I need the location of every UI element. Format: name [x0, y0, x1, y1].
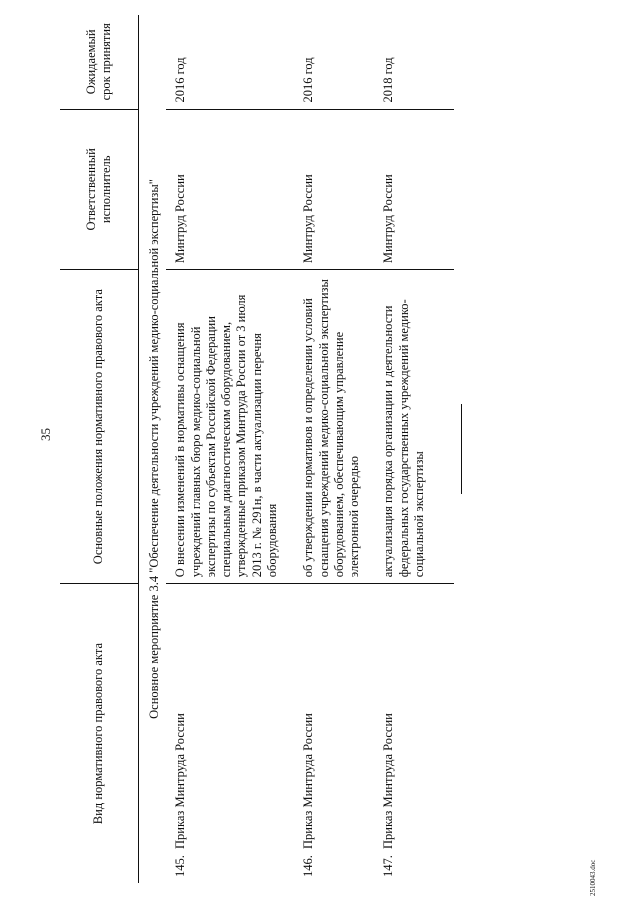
act-type: Приказ Минтруда России — [173, 713, 188, 849]
act-type-cell — [374, 584, 454, 883]
executor-cell: Минтруд России — [294, 109, 374, 270]
table-row — [294, 15, 374, 883]
normative-acts-table — [60, 15, 454, 883]
header-term: Ожидаемый срок принятия — [60, 15, 139, 109]
page-number: 35 — [38, 428, 53, 441]
term-cell: 2016 год — [166, 15, 294, 109]
header-executor: Ответственный исполнитель — [60, 109, 139, 270]
act-type-cell — [294, 584, 374, 883]
rotated-table-container — [60, 15, 620, 883]
act-type-cell — [166, 584, 294, 883]
provisions-cell: О внесении изменений в нормативы оснащения учреждений главных бюро медико-социальной экспертизы по субъектам Российской Федерации специальным диагностическим оборудованием, утвержденные приказом Минтруда России от 3 июля 2013 г. № 291н, в части актуализации перечня оборудования — [166, 270, 294, 584]
row-number: 146. — [301, 855, 316, 877]
header-act-type: Вид нормативного правового акта — [60, 584, 139, 883]
provisions-cell: об утверждении нормативов и определении условий оснащения учреждений медико-социальной экспертизы оборудованием, обеспечивающим управление электронной очередью — [294, 270, 374, 584]
footer-code: 2510043.doc — [589, 859, 597, 896]
executor-cell: Минтруд России — [166, 109, 294, 270]
row-number: 145. — [173, 855, 188, 877]
provisions-cell: актуализация порядка организации и деятельности федеральных государственных учреждений медико-социальной экспертизы — [374, 270, 454, 584]
table-row — [166, 15, 294, 883]
section-row — [139, 15, 167, 883]
header-provisions: Основные положения нормативного правового акта — [60, 270, 139, 584]
term-cell: 2016 год — [294, 15, 374, 109]
section-title: Основное мероприятие 3.4 "Обеспечение деятельности учреждений медико-социальной экспертизы" — [147, 179, 161, 719]
row-number: 147. — [381, 855, 396, 877]
term-cell: 2018 год — [374, 15, 454, 109]
executor-cell: Минтруд России — [374, 109, 454, 270]
table-header-row — [60, 15, 139, 883]
act-type: Приказ Минтруда России — [301, 713, 316, 849]
table-row — [374, 15, 454, 883]
act-type: Приказ Минтруда России — [381, 713, 396, 849]
